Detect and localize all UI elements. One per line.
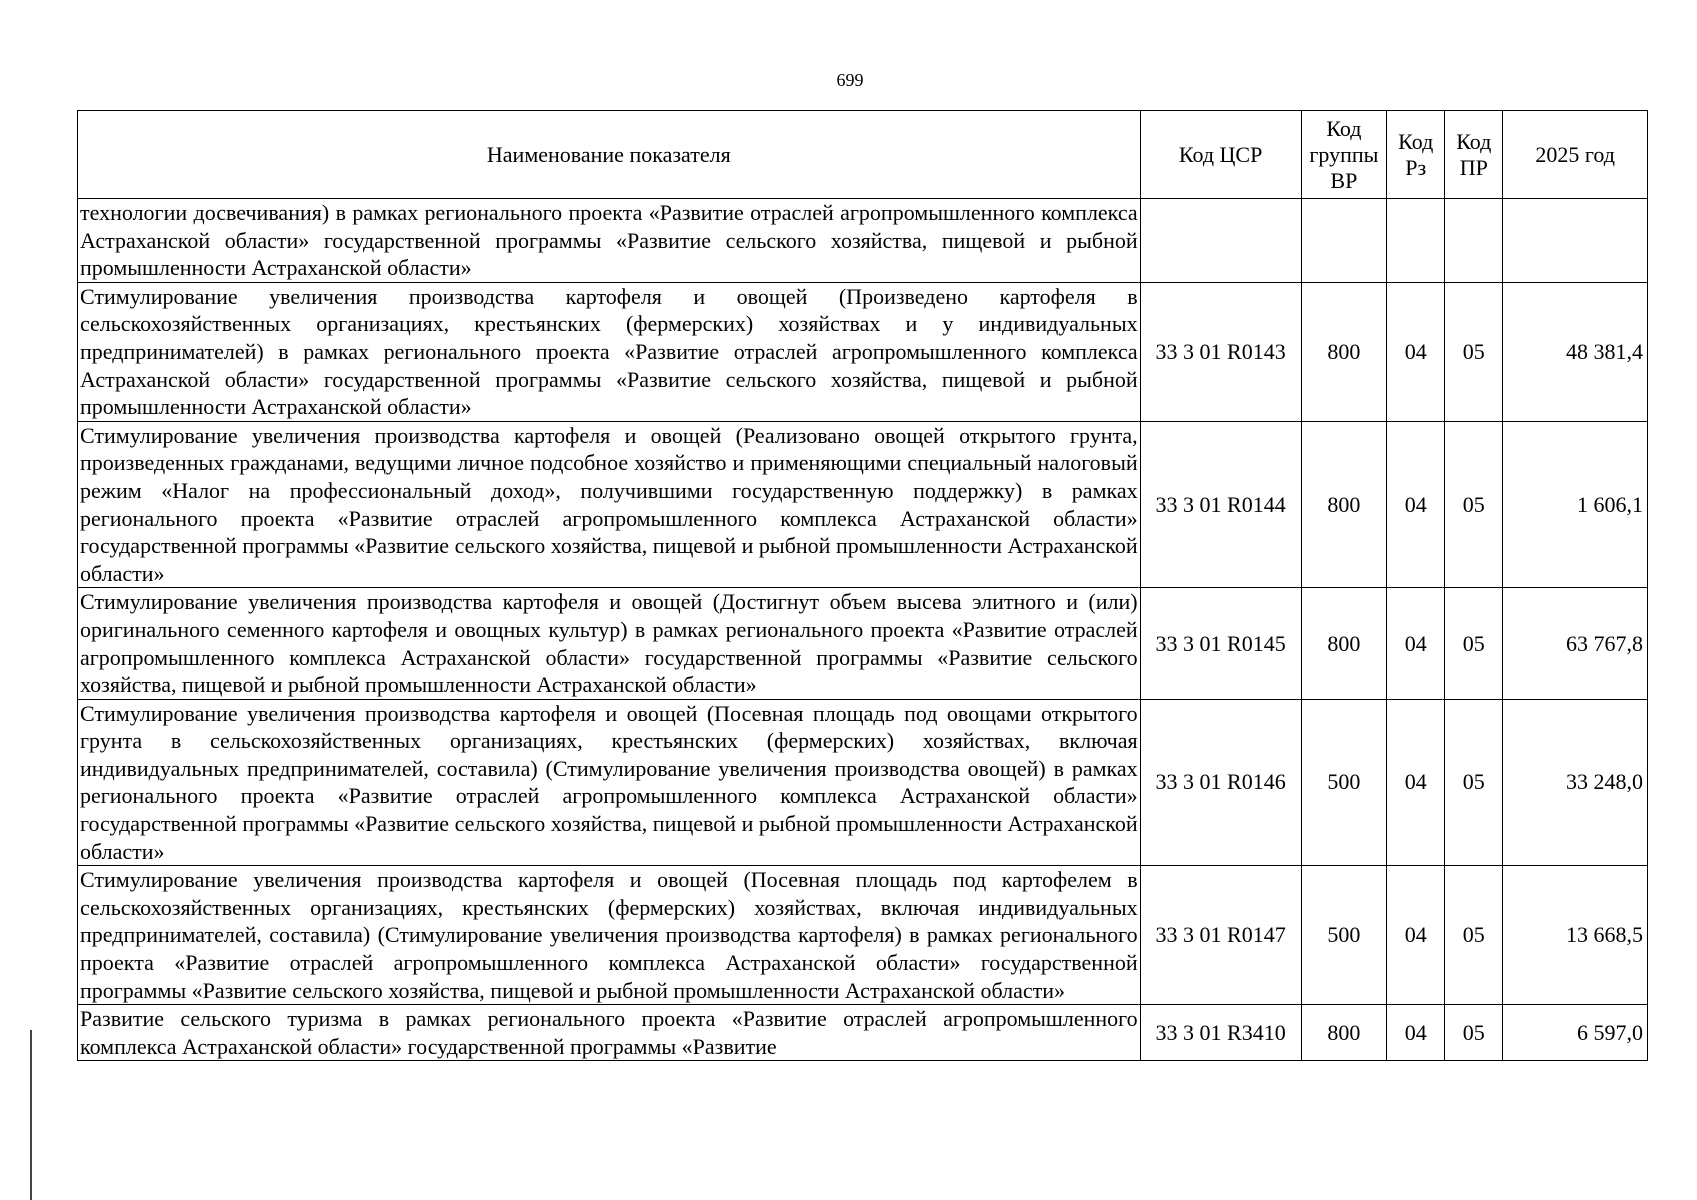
row-pr-code: 05: [1445, 699, 1503, 866]
row-csr-code: 33 3 01 R0144: [1140, 421, 1301, 588]
table-row: [78, 421, 1648, 588]
row-vr-code: [1301, 199, 1387, 283]
header-rz-code: Код Рз: [1387, 111, 1445, 199]
page-number: 699: [836, 70, 864, 90]
row-vr-code: 500: [1301, 699, 1387, 866]
row-pr-code: 05: [1445, 866, 1503, 1005]
row-csr-code: 33 3 01 R0147: [1140, 866, 1301, 1005]
row-amount: 33 248,0: [1503, 699, 1648, 866]
row-vr-code: 800: [1301, 282, 1387, 421]
table-row: [78, 1005, 1648, 1061]
row-rz-code: 04: [1387, 588, 1445, 699]
row-vr-code: 800: [1301, 1005, 1387, 1061]
table-row: [78, 199, 1648, 283]
row-pr-code: 05: [1445, 282, 1503, 421]
header-year: 2025 год: [1503, 111, 1648, 199]
table-row: [78, 588, 1648, 699]
row-amount: 63 767,8: [1503, 588, 1648, 699]
row-name: Стимулирование увеличения производства картофеля и овощей (Посевная площадь под картофелем в сельскохозяйственных организациях, крестьянских (фермерских) хозяйствах, включая индивидуальных предпринимателей, составила) (Стимулирование увеличения производства картофеля) в рамках регионального проекта «Развитие отраслей агропромышленного комплекса Астраханской области» государственной программы «Развитие сельского хозяйства, пищевой и рыбной промышленности Астраханской области»: [78, 866, 1141, 1005]
row-amount: [1503, 199, 1648, 283]
table-row: [78, 699, 1648, 866]
row-name: Стимулирование увеличения производства картофеля и овощей (Произведено картофеля в сельскохозяйственных организациях, крестьянских (фермерских) хозяйствах и у индивидуальных предпринимателей) в рамках регионального проекта «Развитие отраслей агропромышленного комплекса Астраханской области» государственной программы «Развитие сельского хозяйства, пищевой и рыбной промышленности Астраханской области»: [78, 282, 1141, 421]
row-csr-code: 33 3 01 R0146: [1140, 699, 1301, 866]
row-pr-code: 05: [1445, 421, 1503, 588]
row-name: Развитие сельского туризма в рамках регионального проекта «Развитие отраслей агропромышленного комплекса Астраханской области» государственной программы «Развитие: [78, 1005, 1141, 1061]
row-rz-code: 04: [1387, 1005, 1445, 1061]
row-csr-code: 33 3 01 R0143: [1140, 282, 1301, 421]
row-vr-code: 500: [1301, 866, 1387, 1005]
row-vr-code: 800: [1301, 588, 1387, 699]
row-name: Стимулирование увеличения производства картофеля и овощей (Посевная площадь под овощами открытого грунта в сельскохозяйственных организациях, крестьянских (фермерских) хозяйствах, включая индивидуальных предпринимателей, составила) (Стимулирование увеличения производства овощей) в рамках регионального проекта «Развитие отраслей агропромышленного комплекса Астраханской области» государственной программы «Развитие сельского хозяйства, пищевой и рыбной промышленности Астраханской области»: [78, 699, 1141, 866]
scan-margin-line: [30, 1030, 32, 1200]
row-amount: 1 606,1: [1503, 421, 1648, 588]
header-row: [78, 111, 1648, 199]
header-pr-code: Код ПР: [1445, 111, 1503, 199]
budget-table: [77, 110, 1648, 1061]
row-pr-code: 05: [1445, 1005, 1503, 1061]
row-pr-code: 05: [1445, 588, 1503, 699]
row-rz-code: 04: [1387, 866, 1445, 1005]
header-vr-code: Код группы ВР: [1301, 111, 1387, 199]
table-row: [78, 866, 1648, 1005]
row-pr-code: [1445, 199, 1503, 283]
row-amount: 6 597,0: [1503, 1005, 1648, 1061]
row-rz-code: 04: [1387, 421, 1445, 588]
row-vr-code: 800: [1301, 421, 1387, 588]
row-rz-code: 04: [1387, 282, 1445, 421]
header-csr-code: Код ЦСР: [1140, 111, 1301, 199]
row-csr-code: 33 3 01 R0145: [1140, 588, 1301, 699]
row-amount: 48 381,4: [1503, 282, 1648, 421]
row-csr-code: [1140, 199, 1301, 283]
row-amount: 13 668,5: [1503, 866, 1648, 1005]
row-csr-code: 33 3 01 R3410: [1140, 1005, 1301, 1061]
row-name: технологии досвечивания) в рамках регионального проекта «Развитие отраслей агропромышленного комплекса Астраханской области» государственной программы «Развитие сельского хозяйства, пищевой и рыбной промышленности Астраханской области»: [78, 199, 1141, 283]
header-name: Наименование показателя: [78, 111, 1141, 199]
table-row: [78, 282, 1648, 421]
row-name: Стимулирование увеличения производства картофеля и овощей (Реализовано овощей открытого грунта, произведенных гражданами, ведущими личное подсобное хозяйство и применяющими специальный налоговый режим «Налог на профессиональный доход», получившими государственную поддержку) в рамках регионального проекта «Развитие отраслей агропромышленного комплекса Астраханской области» государственной программы «Развитие сельского хозяйства, пищевой и рыбной промышленности Астраханской области»: [78, 421, 1141, 588]
row-name: Стимулирование увеличения производства картофеля и овощей (Достигнут объем высева элитного и (или) оригинального семенного картофеля и овощных культур) в рамках регионального проекта «Развитие отраслей агропромышленного комплекса Астраханской области» государственной программы «Развитие сельского хозяйства, пищевой и рыбной промышленности Астраханской области»: [78, 588, 1141, 699]
row-rz-code: 04: [1387, 699, 1445, 866]
row-rz-code: [1387, 199, 1445, 283]
